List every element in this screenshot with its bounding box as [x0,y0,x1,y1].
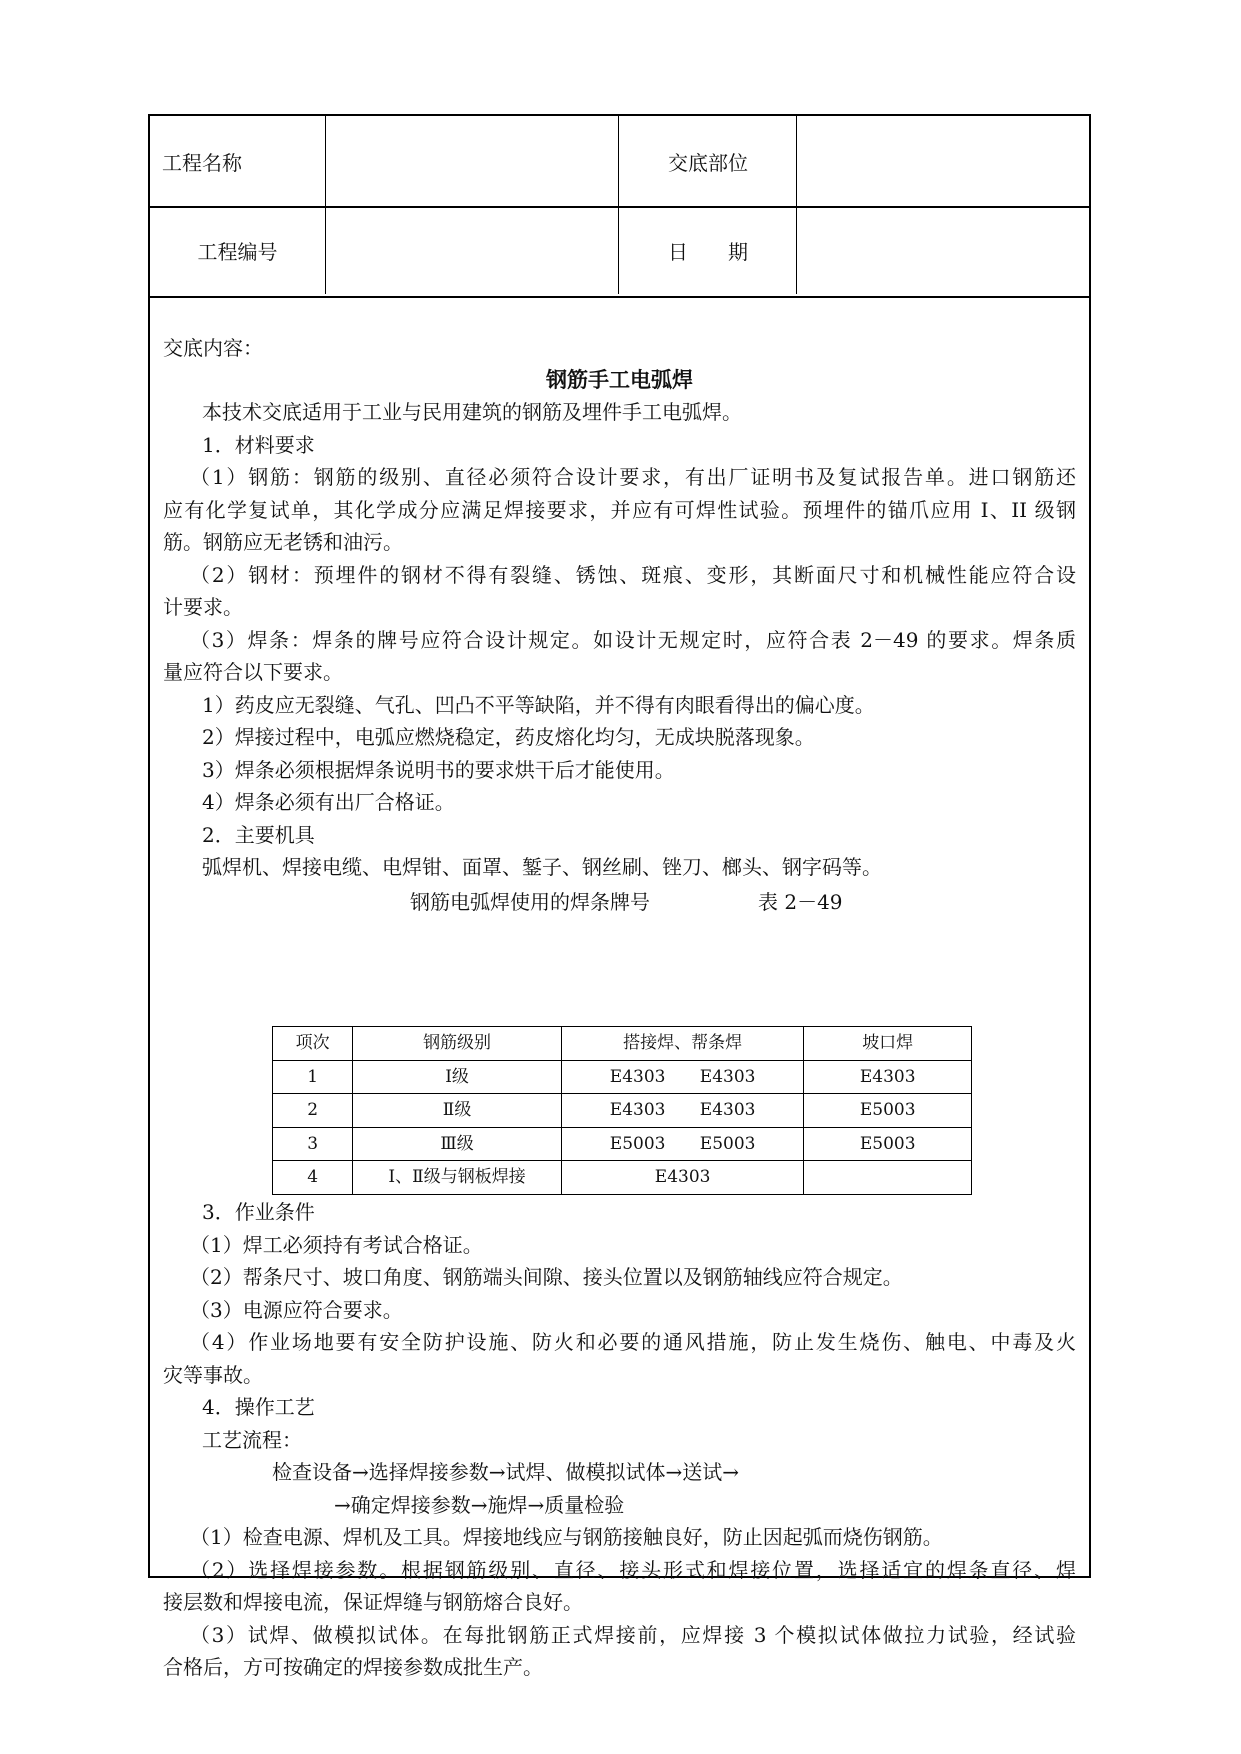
text-line: （1）检查电源、焊机及工具。焊接地线应与钢筋接触良好，防止因起弧而烧伤钢筋。 [190,1525,943,1549]
table-header-row [273,1027,972,1061]
divider [325,116,326,206]
handover-content [150,298,1089,1679]
section-heading: 1．材料要求 [202,433,315,457]
row-lap-weld [561,1127,803,1161]
text-line: （2）帮条尺寸、坡口角度、钢筋端头间隙、接头位置以及钢筋轴线应符合规定。 [190,1265,903,1289]
text-line: 合格后，方可按确定的焊接参数成批生产。 [163,1655,543,1679]
header-row-2 [150,206,1089,294]
lap-rod-a: E5003 [609,1133,666,1154]
table-row [273,1094,972,1128]
table-header-cell: 项次 [273,1027,353,1061]
handover-part-field[interactable] [798,116,1088,206]
row-no: 2 [273,1094,353,1128]
text-line: 2）焊接过程中，电弧应燃烧稳定，药皮熔化均匀，无成块脱落现象。 [202,725,815,749]
row-groove-weld: E5003 [804,1127,972,1161]
divider [325,206,326,294]
project-name-label: 工程名称 [162,150,242,175]
text-line: （4）作业场地要有安全防护设施、防火和必要的通风措施，防止发生烧伤、触电、中毒及火 [190,1330,1076,1354]
text-line: 工艺流程： [202,1428,302,1452]
divider [618,116,619,206]
table-row [273,1060,972,1094]
row-lap-weld [561,1161,803,1195]
row-grade: Ⅲ级 [353,1127,562,1161]
text-line: 本技术交底适用于工业与民用建筑的钢筋及埋件手工电弧焊。 [202,400,742,424]
row-groove-weld: E4303 [804,1060,972,1094]
text-line: 4）焊条必须有出厂合格证。 [202,790,455,814]
text-line: 1）药皮应无裂缝、气孔、凹凸不平等缺陷，并不得有肉眼看得出的偏心度。 [202,693,875,717]
text-line: （2）选择焊接参数。根据钢筋级别、直径、接头形式和焊接位置，选择适宜的焊条直径、焊 [190,1558,1076,1582]
table-header-cell: 搭接焊、帮条焊 [561,1027,803,1061]
date-field[interactable] [798,206,1088,294]
section-heading: 3．作业条件 [202,1200,315,1224]
row-grade: Ⅱ级 [353,1094,562,1128]
row-groove-weld: E5003 [804,1094,972,1128]
row-lap-weld [561,1060,803,1094]
date-label: 日 期 [668,239,748,264]
row-groove-weld [804,1161,972,1195]
header-row-1 [150,116,1089,208]
divider [796,116,797,206]
project-no-label: 工程编号 [197,239,278,264]
lap-rod-a: E4303 [609,1066,666,1087]
text-line: （1）钢筋：钢筋的级别、直径必须符合设计要求，有出厂证明书及复试报告单。进口钢筋还 [190,465,1076,489]
project-no-field[interactable] [328,206,616,294]
row-no: 3 [273,1127,353,1161]
table-header-cell: 钢筋级别 [353,1027,562,1061]
text-line: 计要求。 [163,595,243,619]
row-grade: Ⅰ、Ⅱ级与钢板焊接 [353,1161,562,1195]
text-line: 接层数和焊接电流，保证焊缝与钢筋熔合良好。 [163,1590,583,1614]
lap-rod-a: E4303 [654,1167,711,1187]
document-title: 钢筋手工电弧焊 [546,367,693,392]
text-line: （3）焊条：焊条的牌号应符合设计规定。如设计无规定时，应符合表 2－49 的要求。焊条质 [190,628,1076,652]
row-lap-weld [561,1094,803,1128]
handover-form [148,114,1091,1679]
text-line: （3）试焊、做模拟试体。在每批钢筋正式焊接前，应焊接 3 个模拟试体做拉力试验，经试验 [190,1623,1076,1647]
divider [796,206,797,294]
row-grade: Ⅰ级 [353,1060,562,1094]
lap-rod-b: E5003 [699,1133,756,1154]
section-heading: 4．操作工艺 [202,1395,315,1419]
text-line: （3）电源应符合要求。 [190,1298,403,1322]
lap-rod-a: E4303 [609,1100,666,1120]
process-flow-line: →确定焊接参数→施焊→质量检验 [334,1493,625,1517]
divider [618,206,619,294]
table-row [273,1127,972,1161]
text-line: 弧焊机、焊接电缆、电焊钳、面罩、錾子、钢丝刷、锉刀、榔头、钢字码等。 [202,855,882,879]
row-no: 4 [273,1161,353,1195]
lap-rod-b: E4303 [699,1066,756,1087]
form-header [150,116,1089,298]
welding-rod-table [272,1026,972,1195]
text-line: （1）焊工必须持有考试合格证。 [190,1233,483,1257]
handover-part-label: 交底部位 [668,150,748,175]
row-no: 1 [273,1060,353,1094]
text-line: 量应符合以下要求。 [163,660,343,684]
table-number: 表 2－49 [758,890,843,914]
table-caption: 钢筋电弧焊使用的焊条牌号 [410,890,650,914]
section-heading: 2．主要机具 [202,823,315,847]
text-line: 筋。钢筋应无老锈和油污。 [163,530,403,554]
text-line: 灾等事故。 [163,1363,263,1387]
content-label: 交底内容： [163,336,263,360]
table-row [273,1161,972,1195]
text-line: （2）钢材：预埋件的钢材不得有裂缝、锈蚀、斑痕、变形，其断面尺寸和机械性能应符合设 [190,563,1076,587]
text-line: 3）焊条必须根据焊条说明书的要求烘干后才能使用。 [202,758,675,782]
process-flow-line: 检查设备→选择焊接参数→试焊、做模拟试体→送试→ [272,1460,740,1484]
text-line: 应有化学复试单，其化学成分应满足焊接要求，并应有可焊性试验。预埋件的锚爪应用 I、II 级钢 [163,498,1076,522]
lap-rod-b: E4303 [699,1100,756,1120]
table-header-cell: 坡口焊 [804,1027,972,1061]
